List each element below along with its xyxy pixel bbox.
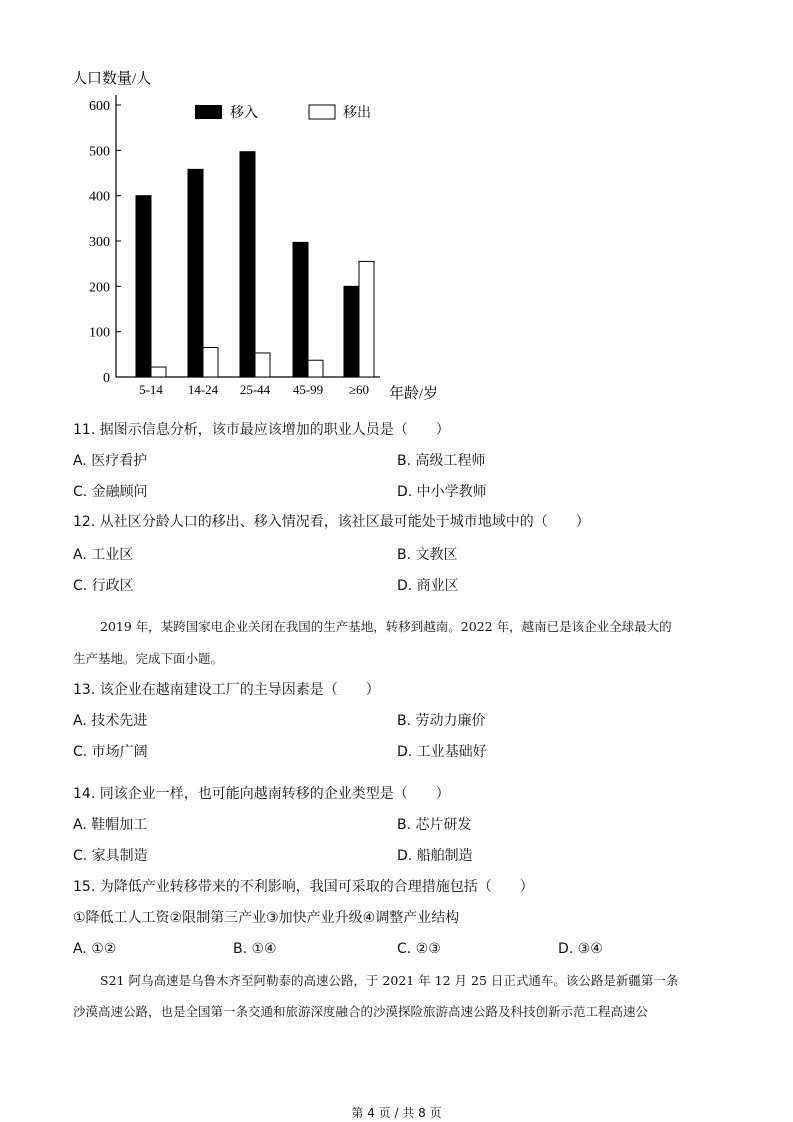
bar-in-0 xyxy=(136,196,151,377)
question-13-stem: 13. 该企业在越南建设工厂的主导因素是（ ） xyxy=(73,682,380,698)
q11-option-c[interactable]: C. 金融顾问 xyxy=(73,484,148,500)
passage-1-line-2: 生产基地。完成下面小题。 xyxy=(73,651,224,666)
bar-in-3 xyxy=(293,242,308,377)
q13-option-a[interactable]: A. 技术先进 xyxy=(73,713,148,729)
y-tick-label: 400 xyxy=(89,189,110,205)
q12-option-d[interactable]: D. 商业区 xyxy=(397,578,459,594)
y-tick-label: 0 xyxy=(103,371,110,386)
q11-option-a[interactable]: A. 医疗看护 xyxy=(73,453,148,469)
q11-option-d[interactable]: D. 中小学教师 xyxy=(397,484,487,500)
y-tick-label: 100 xyxy=(89,325,110,341)
bar-out-2 xyxy=(255,353,270,377)
passage-2-line-1: S21 阿乌高速是乌鲁木齐至阿勒泰的高速公路，于 2021 年 12 月 25 日正式通车。该公路是新疆第一条 xyxy=(100,973,679,988)
bar-out-4 xyxy=(359,261,374,377)
q14-option-b[interactable]: B. 芯片研发 xyxy=(397,817,472,833)
y-tick-label: 200 xyxy=(89,280,110,296)
q15-option-d[interactable]: D. ③④ xyxy=(558,941,603,957)
q14-option-c[interactable]: C. 家具制造 xyxy=(73,848,148,864)
q13-option-d[interactable]: D. 工业基础好 xyxy=(397,744,487,760)
question-15-stem: 15. 为降低产业转移带来的不利影响，我国可采取的合理措施包括（ ） xyxy=(73,879,534,895)
x-tick-label: 45-99 xyxy=(292,382,324,397)
q11-option-b[interactable]: B. 高级工程师 xyxy=(397,453,486,469)
x-tick-label: ≥60 xyxy=(348,382,370,397)
q15-statements: ①降低工人工资②限制第三产业③加快产业升级④调整产业结构 xyxy=(73,910,460,926)
q12-option-c[interactable]: C. 行政区 xyxy=(73,578,134,594)
q15-option-b[interactable]: B. ①④ xyxy=(233,941,277,957)
question-11-stem: 11. 据图示信息分析，该市最应该增加的职业人员是（ ） xyxy=(73,422,450,438)
bar-in-2 xyxy=(240,152,255,377)
page-footer: 第 4 页 / 共 8 页 xyxy=(351,1106,442,1120)
legend-label-in: 移入 xyxy=(230,106,258,121)
y-axis-label: 人口数量/人 xyxy=(72,71,152,87)
bar-out-1 xyxy=(203,348,218,377)
q15-option-a[interactable]: A. ①② xyxy=(73,941,117,957)
legend-swatch-out xyxy=(309,105,335,119)
x-tick-label: 25-44 xyxy=(239,382,271,397)
q12-option-a[interactable]: A. 工业区 xyxy=(73,547,134,563)
y-tick-label: 500 xyxy=(89,144,110,160)
question-14-stem: 14. 同该企业一样，也可能向越南转移的企业类型是（ ） xyxy=(73,786,450,802)
legend-label-out: 移出 xyxy=(343,106,371,121)
question-12-stem: 12. 从社区分龄人口的移出、移入情况看，该社区最可能处于城市地域中的（ ） xyxy=(73,514,590,530)
legend-swatch-in xyxy=(195,105,222,119)
x-tick-label: 5-14 xyxy=(139,382,163,397)
migration-bar-chart xyxy=(0,0,793,410)
x-tick-label: 14-24 xyxy=(187,382,219,397)
q14-option-d[interactable]: D. 船舶制造 xyxy=(397,848,473,864)
q15-option-c[interactable]: C. ②③ xyxy=(397,941,441,957)
passage-2-line-2: 沙漠高速公路，也是全国第一条交通和旅游深度融合的沙漠探险旅游高速公路及科技创新示范工程高速公 xyxy=(73,1004,649,1019)
bar-out-3 xyxy=(308,360,323,377)
q12-option-b[interactable]: B. 文教区 xyxy=(397,547,458,563)
y-tick-label: 600 xyxy=(89,99,110,114)
x-axis-label: 年龄/岁 xyxy=(389,386,439,402)
bar-in-1 xyxy=(188,169,203,377)
q13-option-c[interactable]: C. 市场广阔 xyxy=(73,744,148,760)
passage-1-line-1: 2019 年，某跨国家电企业关闭在我国的生产基地，转移到越南。2022 年，越南已是该企业全球最大的 xyxy=(100,619,672,634)
q14-option-a[interactable]: A. 鞋帽加工 xyxy=(73,817,148,833)
y-tick-label: 300 xyxy=(89,235,110,250)
bar-in-4 xyxy=(344,286,359,377)
q13-option-b[interactable]: B. 劳动力廉价 xyxy=(397,713,486,729)
bar-out-0 xyxy=(151,367,166,377)
